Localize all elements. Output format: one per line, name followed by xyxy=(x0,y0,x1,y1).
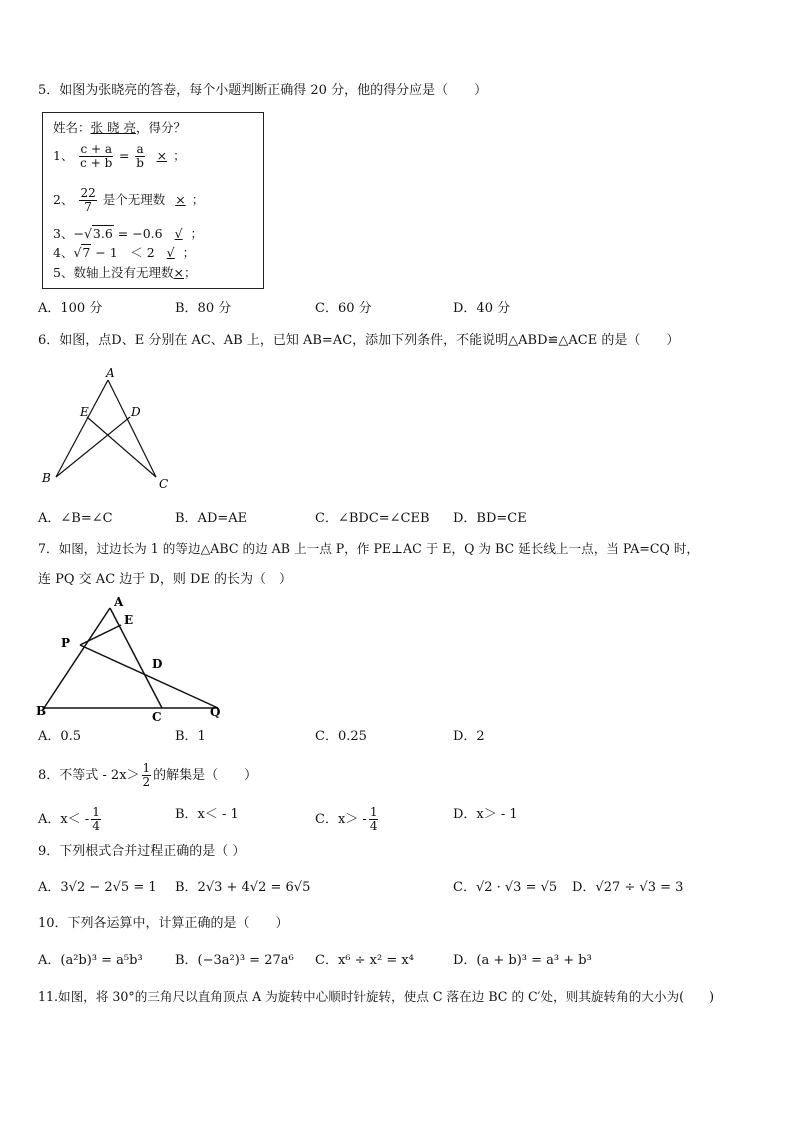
q6-label-e: E xyxy=(80,405,89,419)
q6-label-c: C xyxy=(159,477,169,491)
q9-option-d[interactable]: D．√27 ÷ √3 = 3 xyxy=(572,880,684,895)
item2-mark: × xyxy=(175,192,186,207)
q8-option-d[interactable]: D．x＞ - 1 xyxy=(453,807,518,822)
q7-option-a[interactable]: A．0.5 xyxy=(38,729,82,744)
q6-label-a: A xyxy=(106,366,115,380)
q5-option-d[interactable]: D．40 分 xyxy=(453,301,511,316)
q7-figure xyxy=(30,590,230,725)
card-item-3: 3、−√3.6 = −0.6 √ ； xyxy=(53,226,204,241)
q10-option-a[interactable]: A．(a²b)³ = a⁵b³ xyxy=(38,953,143,968)
q10-stem: 10．下列各运算中，计算正确的是（ ） xyxy=(38,916,289,931)
item1-eq: = xyxy=(118,148,130,163)
q6-option-c[interactable]: C．∠BDC=∠CEB xyxy=(315,511,430,526)
q7-stem-line2: 连 PQ 交 AC 边于 D，则 DE 的长为（ ） xyxy=(38,572,293,587)
q7-option-c[interactable]: C．0.25 xyxy=(315,729,367,744)
q8-option-c[interactable]: C．x＞ - $\frac{1}{4}$ xyxy=(315,805,378,833)
q7-label-c: C xyxy=(152,710,162,724)
q9-option-a[interactable]: A．3√2 − 2√5 = 1 xyxy=(38,880,157,895)
q6-stem: 6．如图，点D、E 分别在 AC、AB 上，已知 AB=AC，添加下列条件，不能说明△ABD≌△ACE 的是（ ） xyxy=(38,333,680,348)
item2-text: 是个无理数 xyxy=(102,192,166,207)
card-score-label: ，得分？ xyxy=(135,120,186,135)
q7-label-a: A xyxy=(114,595,124,609)
q9-stem: 9．下列根式合并过程正确的是（ ） xyxy=(38,844,246,859)
q10-option-d[interactable]: D．(a + b)³ = a³ + b³ xyxy=(453,953,592,968)
card-item-2: 2、 $\frac{22}{7}$ 是个无理数 × ； xyxy=(53,186,205,214)
q6-option-b[interactable]: B．AD=AE xyxy=(175,511,248,526)
item2-prefix: 2、 xyxy=(53,192,74,207)
q6-label-d: D xyxy=(131,405,141,419)
q7-label-e: E xyxy=(124,613,134,627)
card-item-1: 1、 $\frac{c + a}{c + b}$ = $\frac{a}{b}$ × ； xyxy=(53,142,186,170)
answer-card xyxy=(42,112,264,289)
item1-prefix: 1、 xyxy=(53,148,74,163)
item5-mark: × xyxy=(173,265,184,280)
q8-option-a[interactable]: A．x＜ - $\frac{1}{4}$ xyxy=(38,805,100,833)
q5-option-a[interactable]: A．100 分 xyxy=(38,301,103,316)
q5-stem: 5．如图为张晓亮的答卷，每个小题判断正确得 20 分，他的得分应是（ ） xyxy=(38,83,488,98)
card-name: 张 晓 亮 xyxy=(90,120,136,135)
q7-label-d: D xyxy=(152,657,163,671)
item1-frac-left: $\frac{c + a}{c + b}$ xyxy=(80,142,113,170)
q6-option-a[interactable]: A．∠B=∠C xyxy=(38,511,113,526)
q6-option-d[interactable]: D．BD=CE xyxy=(453,511,527,526)
q9-option-c[interactable]: C．√2 · √3 = √5 xyxy=(453,880,558,895)
q7-stem-line1: 7．如图，过边长为 1 的等边△ABC 的边 AB 上一点 P，作 PE⊥AC 于 E，Q 为 BC 延长线上一点，当 PA=CQ 时， xyxy=(38,541,700,556)
q11-stem: 11.如图，将 30°的三角尺以直角顶点 A 为旋转中心顺时针旋转，使点 C 落在边 BC 的 C′处，则其旋转角的大小为( ) xyxy=(38,989,715,1004)
q7-label-q: Q xyxy=(210,705,221,719)
q7-label-p: P xyxy=(61,636,71,650)
item1-frac-right: $\frac{a}{b}$ xyxy=(136,142,144,170)
q10-option-b[interactable]: B．(−3a²)³ = 27a⁶ xyxy=(175,953,294,968)
q10-option-c[interactable]: C．x⁶ ÷ x² = x⁴ xyxy=(315,953,414,968)
q6-label-b: B xyxy=(42,471,51,485)
q8-stem: 8．不等式 - 2x＞ $\frac{1}{2}$ 的解集是（ ） xyxy=(38,761,258,789)
item1-mark: × xyxy=(156,148,168,163)
q7-option-d[interactable]: D．2 xyxy=(453,729,485,744)
q8-option-b[interactable]: B．x＜ - 1 xyxy=(175,807,239,822)
item2-frac: $\frac{22}{7}$ xyxy=(80,186,96,214)
q6-figure xyxy=(30,362,190,497)
card-name-label: 姓名： xyxy=(53,120,91,135)
card-item-4: 4、√7 − 1 ＜ 2 √ ； xyxy=(53,245,196,260)
card-header xyxy=(53,119,186,137)
q7-option-b[interactable]: B．1 xyxy=(175,729,206,744)
q5-option-b[interactable]: B．80 分 xyxy=(175,301,232,316)
q7-label-b: B xyxy=(36,704,47,718)
q5-option-c[interactable]: C．60 分 xyxy=(315,301,372,316)
card-item-5: 5、数轴上没有无理数×； xyxy=(53,265,197,280)
q9-option-b[interactable]: B．2√3 + 4√2 = 6√5 xyxy=(175,880,311,895)
item4-mark: √ xyxy=(166,245,175,260)
item3-mark: √ xyxy=(174,226,183,241)
